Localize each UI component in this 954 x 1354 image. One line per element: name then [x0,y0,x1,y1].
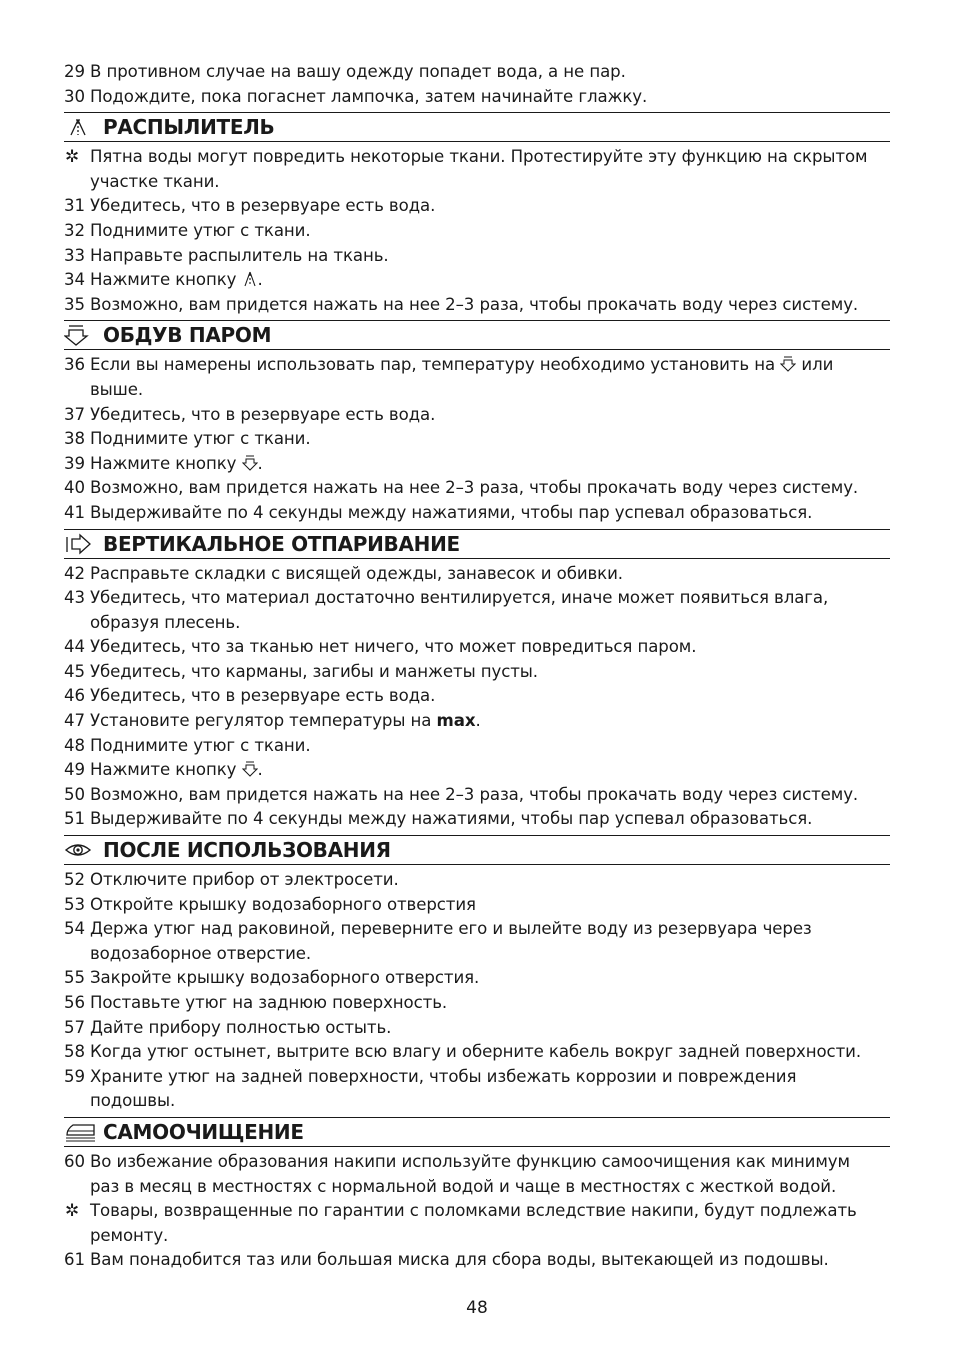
item-number: 57 [64,1017,85,1037]
list-item [64,709,890,734]
section-title: САМООЧИЩЕНИЕ [103,1119,304,1144]
item-text: Возможно, вам придется нажать на нее 2–3 раза, чтобы прокачать воду через систему. [90,478,859,498]
item-text: Закройте крышку водозаборного отверстия. [90,968,480,988]
item-text: Убедитесь, что за тканью нет ничего, что может повредиться паром. [90,637,697,657]
item-text: Дайте прибору полностью остыть. [90,1017,392,1037]
item-number: 41 [64,502,85,522]
item-number: 39 [64,453,85,473]
item-text: Во избежание образования накипи используйте функцию самоочищения как минимум [90,1151,850,1171]
item-number: 34 [64,270,85,290]
item-text: . [257,760,263,780]
item-text: Убедитесь, что карманы, загибы и манжеты пусты. [90,661,538,681]
page-number: 48 [466,1298,488,1318]
item-text: Когда утюг остынет, вытрите всю влагу и оберните кабель вокруг задней поверхности. [90,1042,862,1062]
list-item [64,660,890,685]
list-item [64,734,890,759]
item-text: Держа утюг над раковиной, переверните его и вылейте воду из резервуара через [90,919,812,939]
list-item [64,635,890,660]
item-text: Пятна воды могут повредить некоторые ткани. Протестируйте эту функцию на скрытом [90,147,868,167]
list-item [64,219,890,244]
steam-shot-icon [780,355,796,373]
item-text: Поднимите утюг с ткани. [90,220,311,240]
item-text: Убедитесь, что материал достаточно вентилируется, иначе может появиться влага, [90,588,829,608]
item-number: 52 [64,870,85,890]
item-number: 44 [64,637,85,657]
item-text: Поставьте утюг на заднюю поверхность. [90,993,448,1012]
section-heading-steam-shot [64,320,890,350]
item-number: 36 [64,355,85,375]
item-number: 45 [64,661,85,681]
list-item [64,684,890,709]
item-number: 58 [64,1042,85,1062]
list-item [64,807,890,832]
list-item [64,403,890,428]
list-item [64,85,890,110]
list-item-continuation: образуя плесень. [90,612,241,632]
item-number: 47 [64,711,85,731]
list-item [64,353,890,378]
list-item-continuation: ремонту. [90,1225,169,1245]
item-number: 60 [64,1151,85,1171]
item-text: Убедитесь, что в резервуаре есть вода. [90,686,436,706]
spray-icon [64,116,96,138]
steam-shot-icon [242,454,258,472]
list-item [64,966,890,991]
list-item [64,586,890,611]
list-item [64,293,890,318]
item-number: 33 [64,245,85,265]
section-title: ПОСЛЕ ИСПОЛЬЗОВАНИЯ [103,838,391,863]
item-number: 30 [64,86,85,106]
steam-shot-icon [64,324,96,346]
item-number: 50 [64,784,85,804]
item-number: 40 [64,478,85,498]
item-number: 29 [64,62,85,81]
item-text: Нажмите кнопку [90,760,242,780]
item-number: 38 [64,429,85,449]
item-text: Убедитесь, что в резервуаре есть вода. [90,196,436,216]
section-heading-spray [64,112,890,142]
spray-icon [242,270,258,288]
list-item [64,194,890,219]
item-text: Убедитесь, что в резервуаре есть вода. [90,404,436,424]
section-heading-self-clean [64,1117,890,1147]
list-item [64,501,890,526]
item-number: 46 [64,686,85,706]
list-item [64,1248,890,1273]
list-item [64,893,890,918]
item-number: 61 [64,1250,85,1270]
list-item [64,562,890,587]
steam-shot-icon [242,760,258,778]
item-text: или [796,355,834,375]
item-text: Поднимите утюг с ткани. [90,429,311,449]
warning-note [64,1199,890,1224]
self-clean-icon [64,1121,96,1143]
list-item [64,758,890,783]
list-item-continuation: выше. [90,379,144,399]
list-item [64,60,890,85]
item-number: 49 [64,760,85,780]
item-text: . [257,453,263,473]
item-number: 55 [64,968,85,988]
item-number: 43 [64,588,85,608]
item-text: max [436,711,476,731]
item-text: Товары, возвращенные по гарантии с поломками вследствие накипи, будут подлежать [90,1201,857,1221]
list-item [64,244,890,269]
list-item [64,991,890,1016]
item-text: Вам понадобится таз или большая миска для сбора воды, вытекающей из подошвы. [90,1250,829,1270]
item-number: 31 [64,196,85,216]
vertical-steam-icon [64,533,96,555]
item-text: Выдерживайте по 4 секунды между нажатиями, чтобы пар успевал образоваться. [90,809,813,829]
list-item [64,452,890,477]
item-text: Поднимите утюг с ткани. [90,735,311,755]
warning-star-icon: ✲ [65,147,80,168]
list-item-continuation: водозаборное отверстие. [90,943,312,963]
list-item [64,1016,890,1041]
section-heading-vertical-steam [64,529,890,559]
item-text: Откройте крышку водозаборного отверстия [90,894,476,914]
item-text: Отключите прибор от электросети. [90,870,399,890]
list-item [64,783,890,808]
item-text: Храните утюг на задней поверхности, чтобы избежать коррозии и повреждения [90,1066,797,1086]
list-item [64,1065,890,1090]
item-text: Направьте распылитель на ткань. [90,245,389,265]
item-text: Подождите, пока погаснет лампочка, затем начинайте глажку. [90,86,648,106]
item-text: . [475,711,481,731]
list-item [64,868,890,893]
list-item-continuation: подошвы. [90,1091,176,1111]
list-item [64,1150,890,1175]
item-number: 51 [64,809,85,829]
item-number: 54 [64,919,85,939]
item-text: Если вы намерены использовать пар, температуру необходимо установить на [90,355,781,375]
list-item-continuation: участке ткани. [90,171,220,191]
item-number: 32 [64,220,85,240]
section-title: ОБДУВ ПАРОМ [103,323,272,348]
item-number: 42 [64,563,85,583]
item-text: Расправьте складки с висящей одежды, занавесок и обивки. [90,563,623,583]
item-number: 53 [64,894,85,914]
item-number: 59 [64,1066,85,1086]
item-text: Нажмите кнопку [90,453,242,473]
list-item [64,1040,890,1065]
item-text: Выдерживайте по 4 секунды между нажатиями, чтобы пар успевал образоваться. [90,502,813,522]
item-text: . [257,270,263,290]
warning-star-icon: ✲ [65,1201,80,1222]
item-text: Нажмите кнопку [90,270,242,290]
section-title: РАСПЫЛИТЕЛЬ [103,115,275,140]
list-item [64,476,890,501]
list-item-continuation: раз в месяц в местностях с нормальной водой и чаще в местностях с жесткой водой. [90,1176,837,1196]
item-number: 48 [64,735,85,755]
item-number: 56 [64,993,85,1012]
warning-note [64,145,890,170]
list-item [64,917,890,942]
item-text: Установите регулятор температуры на [90,711,437,731]
document-body [64,60,890,1273]
list-item [64,268,890,293]
item-text: В противном случае на вашу одежду попадет вода, а не пар. [90,62,626,81]
item-text: Возможно, вам придется нажать на нее 2–3 раза, чтобы прокачать воду через систему. [90,784,859,804]
section-heading-after-use [64,835,890,865]
item-text: Возможно, вам придется нажать на нее 2–3 раза, чтобы прокачать воду через систему. [90,294,859,314]
eye-icon [64,839,96,861]
item-number: 35 [64,294,85,314]
section-title: ВЕРТИКАЛЬНОЕ ОТПАРИВАНИЕ [103,531,460,556]
list-item [64,427,890,452]
item-number: 37 [64,404,85,424]
